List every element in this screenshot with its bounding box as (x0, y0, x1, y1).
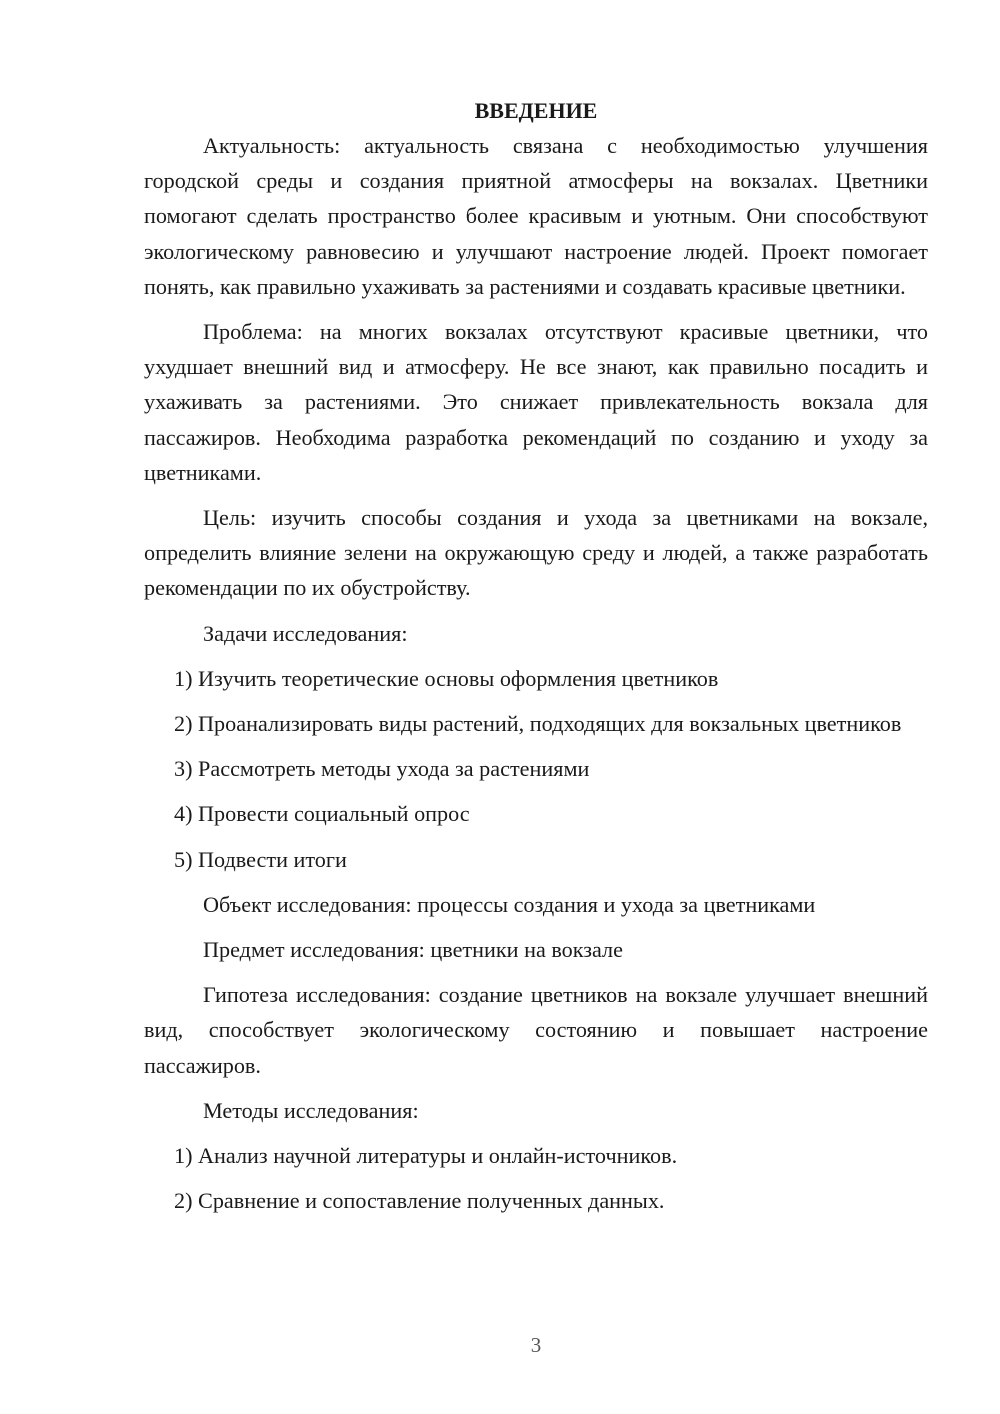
paragraph-goal: Цель: изучить способы создания и ухода за цветниками на вокзале, определить влияние зелени на окружающую среду и людей, а также разработать рекомендации по их обустройству. (144, 505, 928, 601)
research-subject: Предмет исследования: цветники на вокзале (203, 937, 623, 963)
paragraph-problem: Проблема: на многих вокзалах отсутствуют красивые цветники, что ухудшает внешний вид и атмосферу. Не все знают, как правильно посадить и ухаживать за растениями. Это снижает привлекательность вокзала для пассажиров. Необходима разработка рекомендаций по созданию и уходу за цветниками. (144, 319, 928, 485)
task-item: 1) Изучить теоретические основы оформления цветников (174, 665, 719, 691)
page-number: 3 (530, 1333, 542, 1357)
research-object: Объект исследования: процессы создания и ухода за цветниками (203, 891, 816, 917)
method-item: 2) Сравнение и сопоставление полученных данных. (174, 1188, 665, 1214)
task-item: 5) Подвести итоги (174, 846, 347, 872)
section-heading: ВВЕДЕНИЕ (474, 98, 598, 123)
paragraph-hypothesis: Гипотеза исследования: создание цветников на вокзале улучшает внешний вид, способствует экологическому состоянию и повышает настроение пассажиров. (144, 982, 928, 1078)
tasks-title: Задачи исследования: (203, 620, 408, 646)
task-item: 2) Проанализировать виды растений, подходящих для вокзальных цветников (174, 711, 902, 737)
document-page (144, 93, 928, 1218)
task-item: 3) Рассмотреть методы ухода за растениями (174, 756, 590, 782)
methods-title: Методы исследования: (203, 1097, 419, 1123)
paragraph-relevance: Актуальность: актуальность связана с необходимостью улучшения городской среды и создания приятной атмосферы на вокзалах. Цветники помогают сделать пространство более красивым и уютным. Они способствуют экологическому равновесию и улучшают настроение людей. Проект помогает понять, как правильно ухаживать за растениями и создавать красивые цветники. (144, 133, 928, 299)
task-item: 4) Провести социальный опрос (174, 801, 470, 827)
method-item: 1) Анализ научной литературы и онлайн-источников. (174, 1143, 678, 1169)
